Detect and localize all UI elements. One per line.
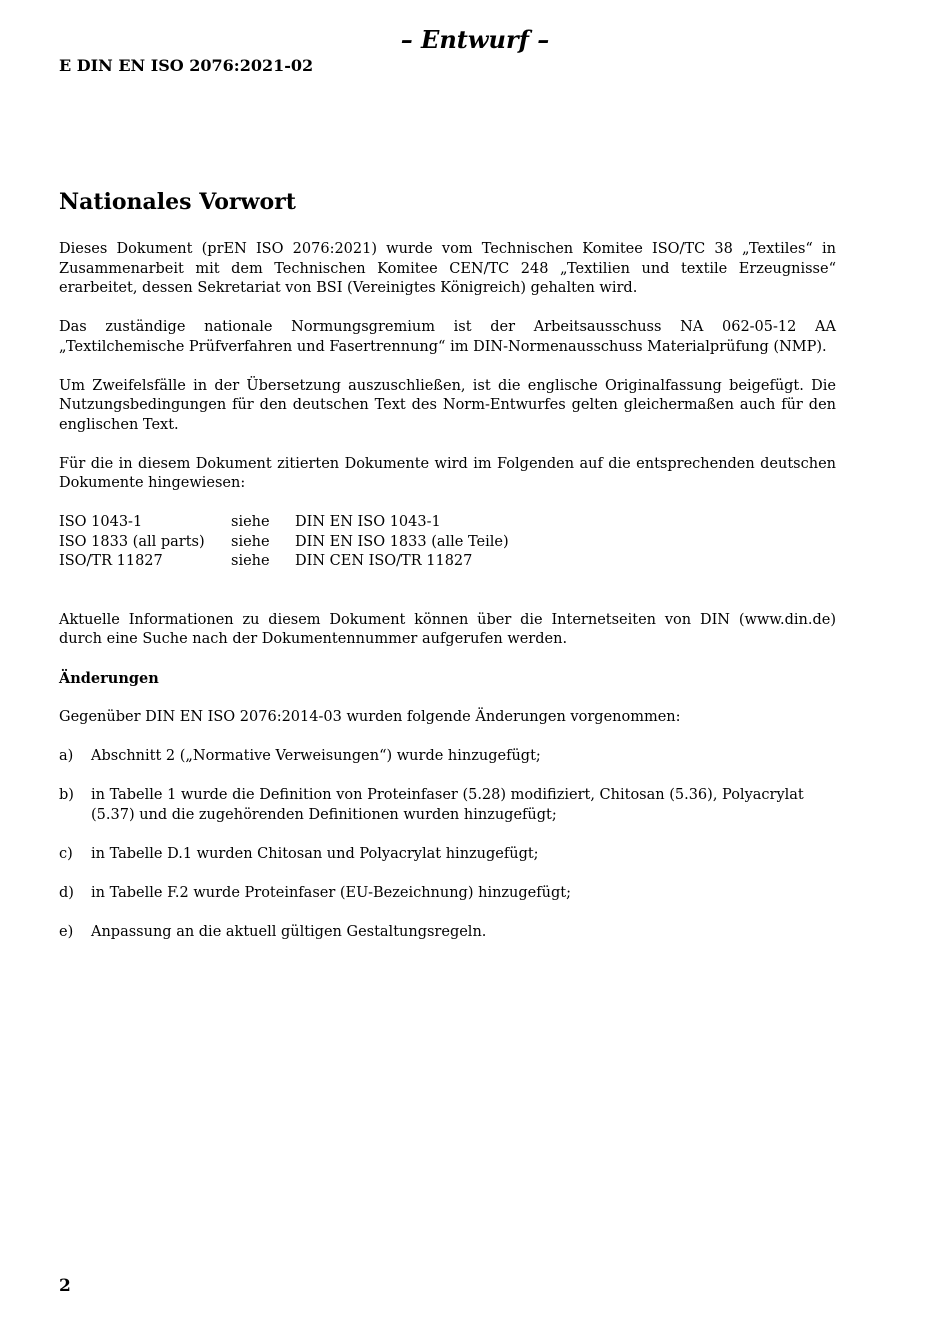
reference-see: siehe — [231, 514, 270, 530]
reference-see: siehe — [231, 553, 270, 569]
paragraph: Das zuständige nationale Normungsgremium ist der Arbeitsausschuss NA 062-05-12 AA „Textilchemische Prüfverfahren und Fasertrennung“ im DIN-Normenausschuss Materialprüfung (NMP). — [59, 319, 836, 355]
document-id: E DIN EN ISO 2076:2021-02 — [59, 56, 314, 75]
list-item-label: e) — [59, 923, 74, 940]
page-number: 2 — [59, 1276, 71, 1296]
list-item — [59, 923, 836, 943]
paragraph: Für die in diesem Dokument zitierten Dokumente wird im Folgenden auf die entsprechenden deutschen Dokumente hingewiesen: — [59, 455, 836, 491]
reference-iso: ISO 1833 (all parts) — [59, 533, 205, 550]
section-body — [59, 240, 836, 962]
info-paragraph: Aktuelle Informationen zu diesem Dokument können über die Internetseiten von DIN (www.din.de) durch eine Suche nach der Dokumentennummer aufgerufen werden. — [59, 611, 836, 647]
section-title: Nationales Vorwort — [59, 189, 296, 215]
list-item-label: b) — [59, 787, 74, 803]
list-item-text: Anpassung an die aktuell gültigen Gestaltungsregeln. — [91, 923, 487, 940]
reference-iso: ISO/TR 11827 — [59, 553, 163, 569]
reference-table — [59, 513, 836, 572]
reference-row — [59, 552, 836, 572]
list-item — [59, 845, 836, 865]
list-item — [59, 884, 836, 904]
list-item-text: in Tabelle 1 wurde die Definition von Proteinfaser (5.28) modifiziert, Chitosan (5.36), Polyacrylat (5.37) und die zugehörenden Definitionen wurden hinzugefügt; — [91, 787, 804, 823]
list-item — [59, 747, 836, 767]
list-item-label: c) — [59, 845, 73, 862]
changes-intro: Gegenüber DIN EN ISO 2076:2014-03 wurden folgende Änderungen vorgenommen: — [59, 709, 681, 725]
list-item-text: Abschnitt 2 („Normative Verweisungen“) wurde hinzugefügt; — [91, 748, 541, 764]
list-item — [59, 786, 836, 825]
list-item-text: in Tabelle F.2 wurde Proteinfaser (EU-Bezeichnung) hinzugefügt; — [91, 884, 571, 901]
reference-din: DIN EN ISO 1833 (alle Teile) — [295, 533, 509, 550]
list-item-text: in Tabelle D.1 wurden Chitosan und Polyacrylat hinzugefügt; — [91, 845, 539, 862]
list-item-label: d) — [59, 884, 74, 901]
paragraph: Dieses Dokument (prEN ISO 2076:2021) wurde vom Technischen Komitee ISO/TC 38 „Textiles“ in Zusammenarbeit mit dem Technischen Komitee CEN/TC 248 „Textilien und textile Erzeugnisse“ erarbeitet, dessen Sekretariat von BSI (Vereinigtes Königreich) gehalten wird. — [59, 241, 836, 296]
reference-see: siehe — [231, 533, 270, 550]
reference-din: DIN EN ISO 1043-1 — [295, 514, 441, 530]
reference-row — [59, 513, 836, 533]
reference-din: DIN CEN ISO/TR 11827 — [295, 553, 473, 569]
reference-row — [59, 533, 836, 553]
changes-heading: Änderungen — [59, 670, 159, 687]
changes-list — [59, 747, 836, 942]
draft-label: – Entwurf – — [400, 25, 550, 54]
paragraph: Um Zweifelsfälle in der Übersetzung auszuschließen, ist die englische Originalfassung beigefügt. Die Nutzungsbedingungen für den deutschen Text des Norm-Entwurfes gelten gleichermaßen auch für den englischen Text. — [59, 377, 836, 433]
reference-iso: ISO 1043-1 — [59, 514, 143, 530]
list-item-label: a) — [59, 748, 74, 764]
